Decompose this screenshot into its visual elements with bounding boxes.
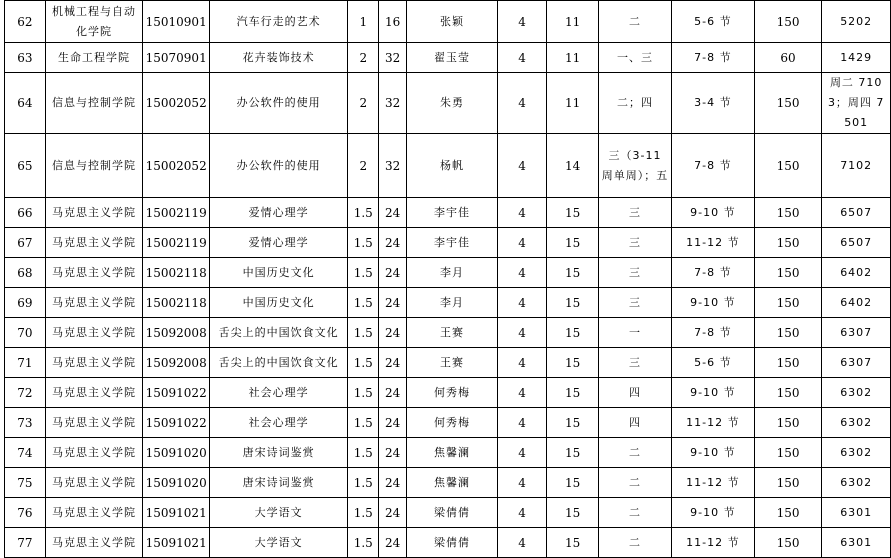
cell-teacher: 梁倩倩 — [406, 498, 497, 528]
table-row — [5, 134, 891, 198]
cell-hours: 24 — [379, 198, 407, 228]
cell-room: 6307 — [822, 348, 891, 378]
cell-hours: 24 — [379, 438, 407, 468]
cell-no: 76 — [5, 498, 46, 528]
cell-code: 15092008 — [143, 318, 210, 348]
cell-start-week: 4 — [498, 468, 547, 498]
cell-college: 马克思主义学院 — [45, 198, 143, 228]
cell-start-week: 4 — [498, 348, 547, 378]
cell-hours: 24 — [379, 288, 407, 318]
cell-capacity: 150 — [754, 528, 822, 558]
cell-start-week: 4 — [498, 318, 547, 348]
cell-credits: 1.5 — [348, 288, 379, 318]
cell-no: 72 — [5, 378, 46, 408]
cell-credits: 1.5 — [348, 258, 379, 288]
cell-credits: 1.5 — [348, 198, 379, 228]
table-row — [5, 408, 891, 438]
cell-no: 73 — [5, 408, 46, 438]
cell-hours: 24 — [379, 378, 407, 408]
cell-room: 6307 — [822, 318, 891, 348]
cell-code: 15002119 — [143, 228, 210, 258]
cell-capacity: 150 — [754, 288, 822, 318]
cell-capacity: 150 — [754, 468, 822, 498]
cell-start-week: 4 — [498, 228, 547, 258]
cell-teacher: 何秀梅 — [406, 378, 497, 408]
cell-code: 15091022 — [143, 408, 210, 438]
cell-code: 15091021 — [143, 528, 210, 558]
cell-room: 6302 — [822, 468, 891, 498]
cell-end-week: 15 — [547, 378, 599, 408]
cell-code: 15091021 — [143, 498, 210, 528]
table-row — [5, 438, 891, 468]
cell-period: 3-4 节 — [672, 73, 755, 134]
cell-course: 汽车行走的艺术 — [210, 1, 348, 43]
cell-hours: 24 — [379, 318, 407, 348]
cell-code: 15092008 — [143, 348, 210, 378]
cell-capacity: 150 — [754, 438, 822, 468]
cell-teacher: 李月 — [406, 258, 497, 288]
cell-end-week: 15 — [547, 258, 599, 288]
cell-code: 15091020 — [143, 438, 210, 468]
cell-credits: 1 — [348, 1, 379, 43]
cell-teacher: 李宇佳 — [406, 198, 497, 228]
cell-college: 信息与控制学院 — [45, 134, 143, 198]
cell-period: 9-10 节 — [672, 288, 755, 318]
cell-capacity: 150 — [754, 258, 822, 288]
cell-end-week: 15 — [547, 318, 599, 348]
cell-course: 社会心理学 — [210, 408, 348, 438]
cell-credits: 1.5 — [348, 348, 379, 378]
cell-code: 15002118 — [143, 288, 210, 318]
cell-start-week: 4 — [498, 408, 547, 438]
cell-capacity: 150 — [754, 378, 822, 408]
table-row — [5, 468, 891, 498]
cell-capacity: 150 — [754, 228, 822, 258]
cell-capacity: 150 — [754, 498, 822, 528]
cell-credits: 1.5 — [348, 318, 379, 348]
cell-room: 6301 — [822, 498, 891, 528]
cell-teacher: 王赛 — [406, 348, 497, 378]
cell-hours: 32 — [379, 43, 407, 73]
cell-no: 66 — [5, 198, 46, 228]
cell-code: 15002052 — [143, 73, 210, 134]
cell-course: 唐宋诗词鉴赏 — [210, 438, 348, 468]
cell-period: 7-8 节 — [672, 134, 755, 198]
cell-room: 6507 — [822, 228, 891, 258]
cell-teacher: 杨帆 — [406, 134, 497, 198]
cell-credits: 1.5 — [348, 438, 379, 468]
table-row — [5, 528, 891, 558]
table-row — [5, 43, 891, 73]
cell-course: 中国历史文化 — [210, 258, 348, 288]
cell-weekday: 三 — [599, 288, 672, 318]
cell-end-week: 11 — [547, 43, 599, 73]
table-row — [5, 498, 891, 528]
cell-period: 7-8 节 — [672, 258, 755, 288]
cell-teacher: 焦馨澜 — [406, 438, 497, 468]
cell-course: 唐宋诗词鉴赏 — [210, 468, 348, 498]
cell-period: 11-12 节 — [672, 408, 755, 438]
cell-course: 中国历史文化 — [210, 288, 348, 318]
cell-room: 6302 — [822, 438, 891, 468]
cell-period: 7-8 节 — [672, 43, 755, 73]
cell-no: 75 — [5, 468, 46, 498]
cell-code: 15002119 — [143, 198, 210, 228]
cell-weekday: 二 — [599, 438, 672, 468]
cell-period: 9-10 节 — [672, 378, 755, 408]
cell-end-week: 15 — [547, 198, 599, 228]
cell-weekday: 二 — [599, 468, 672, 498]
course-schedule-table — [4, 0, 891, 558]
cell-weekday: 三 — [599, 348, 672, 378]
cell-weekday: 三 — [599, 258, 672, 288]
cell-period: 5-6 节 — [672, 348, 755, 378]
cell-room: 7102 — [822, 134, 891, 198]
cell-room: 周二 7103；周四 7501 — [822, 73, 891, 134]
cell-room: 6301 — [822, 528, 891, 558]
cell-start-week: 4 — [498, 288, 547, 318]
cell-college: 机械工程与自动化学院 — [45, 1, 143, 43]
cell-end-week: 15 — [547, 408, 599, 438]
cell-start-week: 4 — [498, 43, 547, 73]
cell-capacity: 150 — [754, 408, 822, 438]
cell-capacity: 60 — [754, 43, 822, 73]
cell-college: 马克思主义学院 — [45, 438, 143, 468]
cell-no: 77 — [5, 528, 46, 558]
cell-end-week: 15 — [547, 228, 599, 258]
cell-weekday: 一 — [599, 318, 672, 348]
cell-teacher: 李宇佳 — [406, 228, 497, 258]
cell-teacher: 张颖 — [406, 1, 497, 43]
cell-code: 15002052 — [143, 134, 210, 198]
cell-no: 71 — [5, 348, 46, 378]
cell-teacher: 梁倩倩 — [406, 528, 497, 558]
cell-end-week: 11 — [547, 73, 599, 134]
cell-teacher: 何秀梅 — [406, 408, 497, 438]
cell-start-week: 4 — [498, 198, 547, 228]
cell-start-week: 4 — [498, 378, 547, 408]
cell-hours: 24 — [379, 258, 407, 288]
table-body — [5, 1, 891, 558]
cell-course: 大学语文 — [210, 528, 348, 558]
cell-start-week: 4 — [498, 528, 547, 558]
cell-college: 马克思主义学院 — [45, 498, 143, 528]
table-row — [5, 348, 891, 378]
cell-college: 马克思主义学院 — [45, 288, 143, 318]
cell-credits: 1.5 — [348, 408, 379, 438]
cell-hours: 24 — [379, 528, 407, 558]
cell-period: 9-10 节 — [672, 198, 755, 228]
cell-credits: 1.5 — [348, 378, 379, 408]
cell-no: 65 — [5, 134, 46, 198]
cell-start-week: 4 — [498, 1, 547, 43]
course-table-container — [4, 0, 891, 558]
cell-course: 爱情心理学 — [210, 198, 348, 228]
cell-end-week: 15 — [547, 438, 599, 468]
cell-course: 爱情心理学 — [210, 228, 348, 258]
cell-weekday: 三（3-11 周单周）；五 — [599, 134, 672, 198]
cell-credits: 1.5 — [348, 498, 379, 528]
table-row — [5, 228, 891, 258]
cell-credits: 2 — [348, 134, 379, 198]
cell-weekday: 二 — [599, 498, 672, 528]
cell-room: 6402 — [822, 258, 891, 288]
cell-hours: 24 — [379, 348, 407, 378]
cell-start-week: 4 — [498, 258, 547, 288]
table-row — [5, 1, 891, 43]
cell-weekday: 三 — [599, 228, 672, 258]
table-row — [5, 378, 891, 408]
cell-room: 6302 — [822, 408, 891, 438]
cell-weekday: 四 — [599, 378, 672, 408]
cell-no: 64 — [5, 73, 46, 134]
cell-course: 办公软件的使用 — [210, 73, 348, 134]
cell-no: 70 — [5, 318, 46, 348]
cell-end-week: 15 — [547, 468, 599, 498]
cell-period: 5-6 节 — [672, 1, 755, 43]
cell-college: 生命工程学院 — [45, 43, 143, 73]
cell-no: 68 — [5, 258, 46, 288]
cell-course: 花卉装饰技术 — [210, 43, 348, 73]
cell-hours: 24 — [379, 498, 407, 528]
cell-no: 69 — [5, 288, 46, 318]
cell-course: 社会心理学 — [210, 378, 348, 408]
cell-weekday: 一、三 — [599, 43, 672, 73]
cell-weekday: 二；四 — [599, 73, 672, 134]
cell-credits: 1.5 — [348, 468, 379, 498]
cell-college: 马克思主义学院 — [45, 228, 143, 258]
cell-credits: 1.5 — [348, 228, 379, 258]
cell-course: 舌尖上的中国饮食文化 — [210, 348, 348, 378]
cell-college: 马克思主义学院 — [45, 378, 143, 408]
cell-end-week: 15 — [547, 348, 599, 378]
cell-course: 大学语文 — [210, 498, 348, 528]
cell-college: 信息与控制学院 — [45, 73, 143, 134]
cell-no: 63 — [5, 43, 46, 73]
table-row — [5, 258, 891, 288]
cell-start-week: 4 — [498, 498, 547, 528]
cell-hours: 24 — [379, 228, 407, 258]
cell-period: 9-10 节 — [672, 438, 755, 468]
cell-code: 15070901 — [143, 43, 210, 73]
table-row — [5, 73, 891, 134]
cell-weekday: 四 — [599, 408, 672, 438]
cell-weekday: 二 — [599, 528, 672, 558]
cell-period: 9-10 节 — [672, 498, 755, 528]
cell-room: 6507 — [822, 198, 891, 228]
cell-capacity: 150 — [754, 198, 822, 228]
cell-start-week: 4 — [498, 134, 547, 198]
cell-hours: 32 — [379, 73, 407, 134]
cell-teacher: 朱勇 — [406, 73, 497, 134]
cell-teacher: 王赛 — [406, 318, 497, 348]
cell-room: 1429 — [822, 43, 891, 73]
cell-course: 舌尖上的中国饮食文化 — [210, 318, 348, 348]
cell-code: 15091020 — [143, 468, 210, 498]
cell-hours: 16 — [379, 1, 407, 43]
cell-teacher: 翟玉莹 — [406, 43, 497, 73]
cell-period: 11-12 节 — [672, 528, 755, 558]
cell-start-week: 4 — [498, 73, 547, 134]
cell-no: 67 — [5, 228, 46, 258]
cell-period: 11-12 节 — [672, 468, 755, 498]
cell-end-week: 14 — [547, 134, 599, 198]
cell-college: 马克思主义学院 — [45, 318, 143, 348]
cell-end-week: 11 — [547, 1, 599, 43]
cell-no: 62 — [5, 1, 46, 43]
cell-credits: 2 — [348, 43, 379, 73]
cell-capacity: 150 — [754, 73, 822, 134]
cell-credits: 2 — [348, 73, 379, 134]
cell-teacher: 焦馨澜 — [406, 468, 497, 498]
cell-college: 马克思主义学院 — [45, 528, 143, 558]
cell-capacity: 150 — [754, 134, 822, 198]
cell-weekday: 二 — [599, 1, 672, 43]
cell-room: 6402 — [822, 288, 891, 318]
cell-weekday: 三 — [599, 198, 672, 228]
cell-capacity: 150 — [754, 1, 822, 43]
cell-college: 马克思主义学院 — [45, 408, 143, 438]
cell-capacity: 150 — [754, 318, 822, 348]
cell-teacher: 李月 — [406, 288, 497, 318]
cell-hours: 24 — [379, 408, 407, 438]
cell-code: 15002118 — [143, 258, 210, 288]
cell-hours: 24 — [379, 468, 407, 498]
cell-end-week: 15 — [547, 288, 599, 318]
cell-room: 6302 — [822, 378, 891, 408]
cell-credits: 1.5 — [348, 528, 379, 558]
cell-capacity: 150 — [754, 348, 822, 378]
table-row — [5, 198, 891, 228]
cell-college: 马克思主义学院 — [45, 468, 143, 498]
cell-room: 5202 — [822, 1, 891, 43]
cell-code: 15091022 — [143, 378, 210, 408]
cell-course: 办公软件的使用 — [210, 134, 348, 198]
cell-period: 11-12 节 — [672, 228, 755, 258]
cell-period: 7-8 节 — [672, 318, 755, 348]
cell-no: 74 — [5, 438, 46, 468]
cell-college: 马克思主义学院 — [45, 348, 143, 378]
cell-hours: 32 — [379, 134, 407, 198]
table-row — [5, 288, 891, 318]
cell-end-week: 15 — [547, 498, 599, 528]
cell-code: 15010901 — [143, 1, 210, 43]
cell-start-week: 4 — [498, 438, 547, 468]
table-row — [5, 318, 891, 348]
cell-college: 马克思主义学院 — [45, 258, 143, 288]
cell-end-week: 15 — [547, 528, 599, 558]
